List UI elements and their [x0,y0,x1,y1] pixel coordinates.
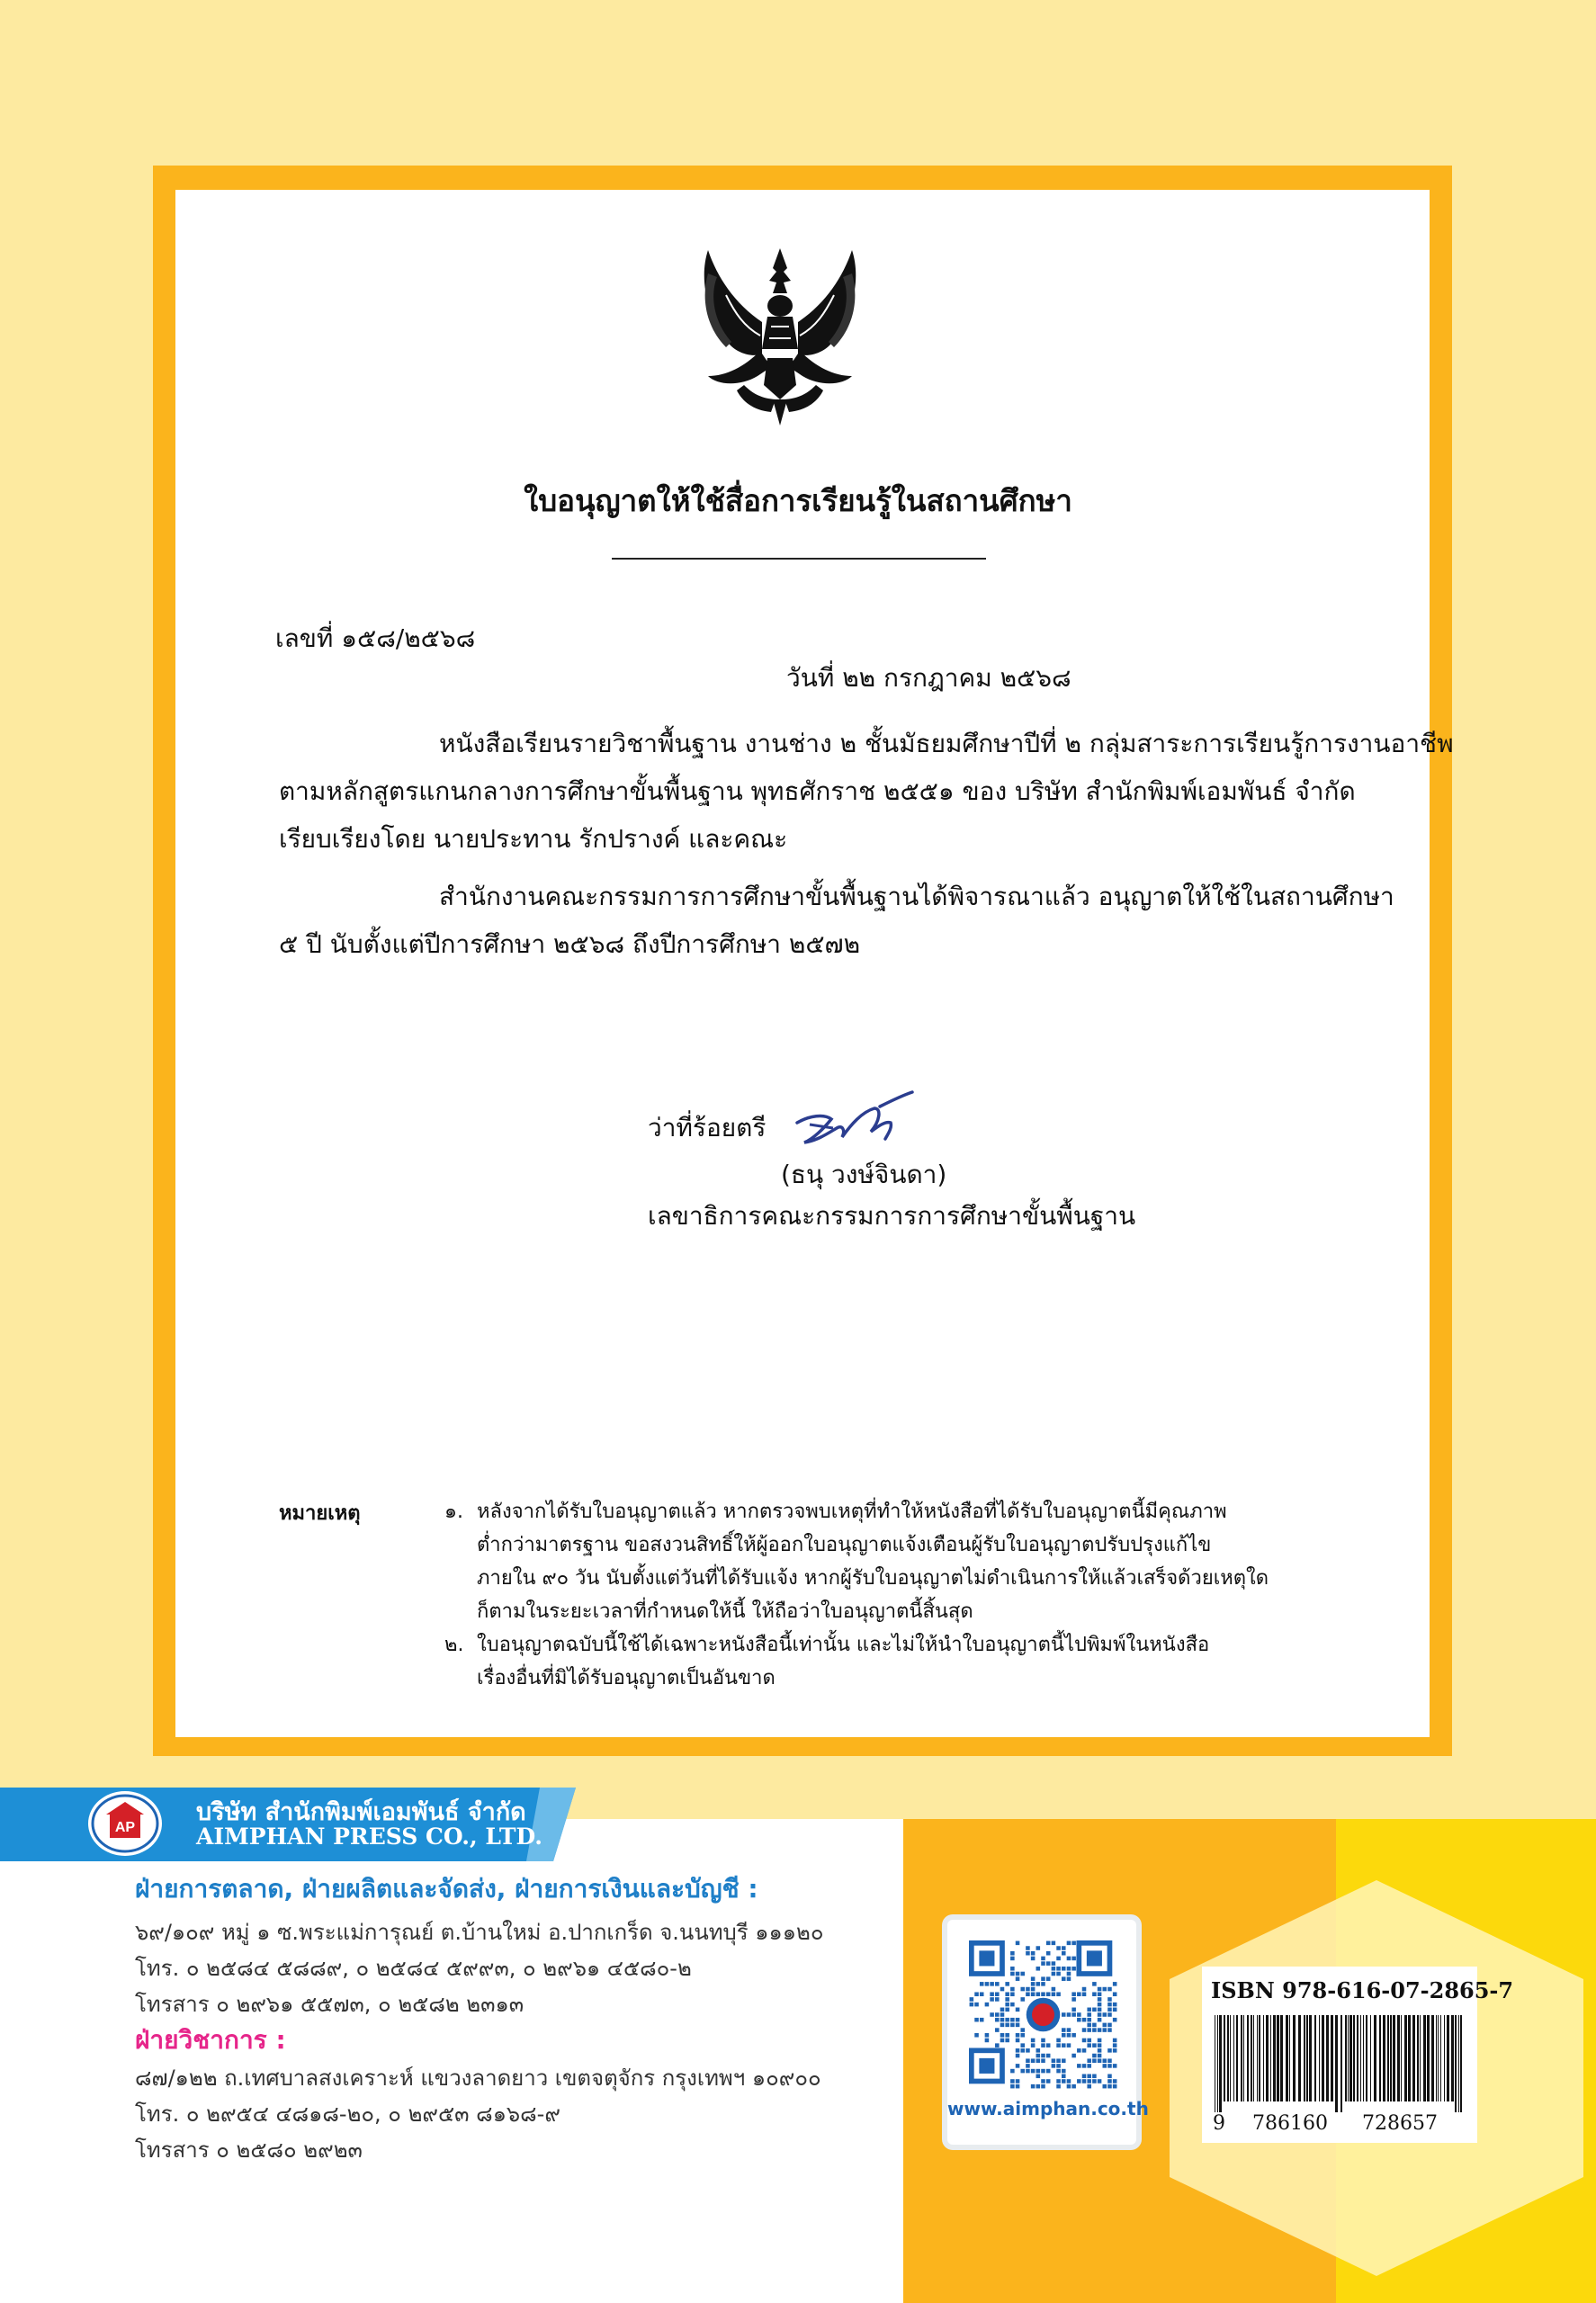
document-number: เลขที่ ๑๕๘/๒๕๖๘ [275,623,476,653]
paragraph-line: ตามหลักสูตรแกนกลางการศึกษาขั้นพื้นฐาน พุทธศักราช ๒๕๕๑ ของ บริษัท สำนักพิมพ์เอมพันธ์ จำกัด [279,776,1356,806]
logo-text: AP [114,1820,136,1835]
signatory-rank: ว่าที่ร้อยตรี [648,1113,767,1143]
qr-code-icon[interactable] [969,1940,1117,2089]
paragraph-line: เรียบเรียงโดย นายประทาน รักปรางค์ และคณะ [279,824,788,854]
signatory-position: เลขาธิการคณะกรรมการการศึกษาขั้นพื้นฐาน [648,1201,1136,1231]
signatory-name: (ธนุ วงษ์จินดา) [781,1160,947,1189]
note-2 [477,1628,1209,1695]
note-line: เรื่องอื่นที่มิได้รับอนุญาตเป็นอันขาด [477,1667,776,1689]
note-line: หลังจากได้รับใบอนุญาตแล้ว หากตรวจพบเหตุที่ทำให้หนังสือที่ได้รับใบอนุญาตนี้มีคุณภาพ [477,1501,1227,1523]
barcode-digits-right: 728657 [1362,2112,1438,2135]
note-line: ก็ตามในระยะเวลาที่กำหนดให้นี้ ให้ถือว่าใบอนุญาตนี้สิ้นสุด [477,1600,973,1623]
document-title: ใบอนุญาตให้ใช้สื่อการเรียนรู้ในสถานศึกษา [524,483,1072,518]
body-paragraph-2 [279,873,1394,968]
paragraph-line: สำนักงานคณะกรรมการการศึกษาขั้นพื้นฐานได้พิจารณาแล้ว อนุญาตให้ใช้ในสถานศึกษา [439,882,1394,911]
website-link[interactable]: www.aimphan.co.th [947,2098,1149,2119]
academic-address: ๘๗/๑๒๒ ถ.เทศบาลสงเคราะห์ แขวงลาดยาว เขตจตุจักร กรุงเทพฯ ๑๐๙๐๐ [135,2066,821,2091]
note-line: ภายใน ๙๐ วัน นับตั้งแต่วันที่ได้รับแจ้ง หากผู้รับใบอนุญาตไม่ดำเนินการให้แล้วเสร็จด้วยเหตุใด [477,1567,1269,1590]
barcode-digits-left: 786160 [1252,2112,1328,2135]
paragraph-line: ๕ ปี นับตั้งแต่ปีการศึกษา ๒๕๖๘ ถึงปีการศึกษา ๒๕๗๒ [279,929,861,959]
note-line: ใบอนุญาตฉบับนี้ใช้ได้เฉพาะหนังสือนี้เท่านั้น และไม่ให้นำใบอนุญาตนี้ไปพิมพ์ในหนังสือ [477,1634,1210,1656]
publisher-name-en: AIMPHAN PRESS CO., LTD. [196,1824,542,1850]
note-2-number: ๒. [444,1634,464,1656]
marketing-phone: โทร. ๐ ๒๕๘๔ ๕๘๘๙, ๐ ๒๕๘๔ ๕๙๙๓, ๐ ๒๙๖๑ ๔๕๘๐-๒ [135,1956,692,1981]
garuda-emblem-icon [690,241,870,430]
academic-phone: โทร. ๐ ๒๙๕๔ ๔๘๑๘-๒๐, ๐ ๒๙๕๓ ๘๑๖๘-๙ [135,2101,560,2127]
marketing-address: ๖๙/๑๐๙ หมู่ ๑ ซ.พระแม่การุณย์ ต.บ้านใหม่ อ.ปากเกร็ด จ.นนทบุรี ๑๑๑๒๐ [135,1920,824,1945]
marketing-section-title: ฝ่ายการตลาด, ฝ่ายผลิตและจัดส่ง, ฝ่ายการเงินและบัญชี : [135,1874,758,1904]
academic-fax: โทรสาร ๐ ๒๕๘๐ ๒๙๒๓ [135,2137,363,2163]
note-1-number: ๑. [444,1501,463,1523]
note-1 [477,1495,1269,1628]
notes-label: หมายเหตุ [279,1502,361,1525]
isbn-label: ISBN 978-616-07-2865-7 [1211,1977,1514,2003]
publisher-name-th: บริษัท สำนักพิมพ์เอมพันธ์ จำกัด [196,1798,526,1826]
barcode-icon [1211,2015,1466,2112]
academic-section-title: ฝ่ายวิชาการ : [135,2025,286,2055]
barcode-digit-lead: 9 [1213,2112,1225,2135]
title-underline [612,558,986,560]
signature-icon [792,1089,918,1152]
marketing-fax: โทรสาร ๐ ๒๙๖๑ ๕๕๗๓, ๐ ๒๕๘๒ ๒๓๑๓ [135,1992,525,2017]
note-line: ต่ำกว่ามาตรฐาน ขอสงวนสิทธิ์ให้ผู้ออกใบอนุญาตแจ้งเตือนผู้รับใบอนุญาตปรับปรุงแก้ไข [477,1534,1212,1556]
paragraph-line: หนังสือเรียนรายวิชาพื้นฐาน งานช่าง ๒ ชั้นมัธยมศึกษาปีที่ ๒ กลุ่มสาระการเรียนรู้การงานอาชีพ [439,729,1454,758]
document-date: วันที่ ๒๒ กรกฎาคม ๒๕๖๘ [786,663,1071,693]
body-paragraph-1 [279,720,1454,863]
publisher-logo-icon [86,1789,164,1858]
